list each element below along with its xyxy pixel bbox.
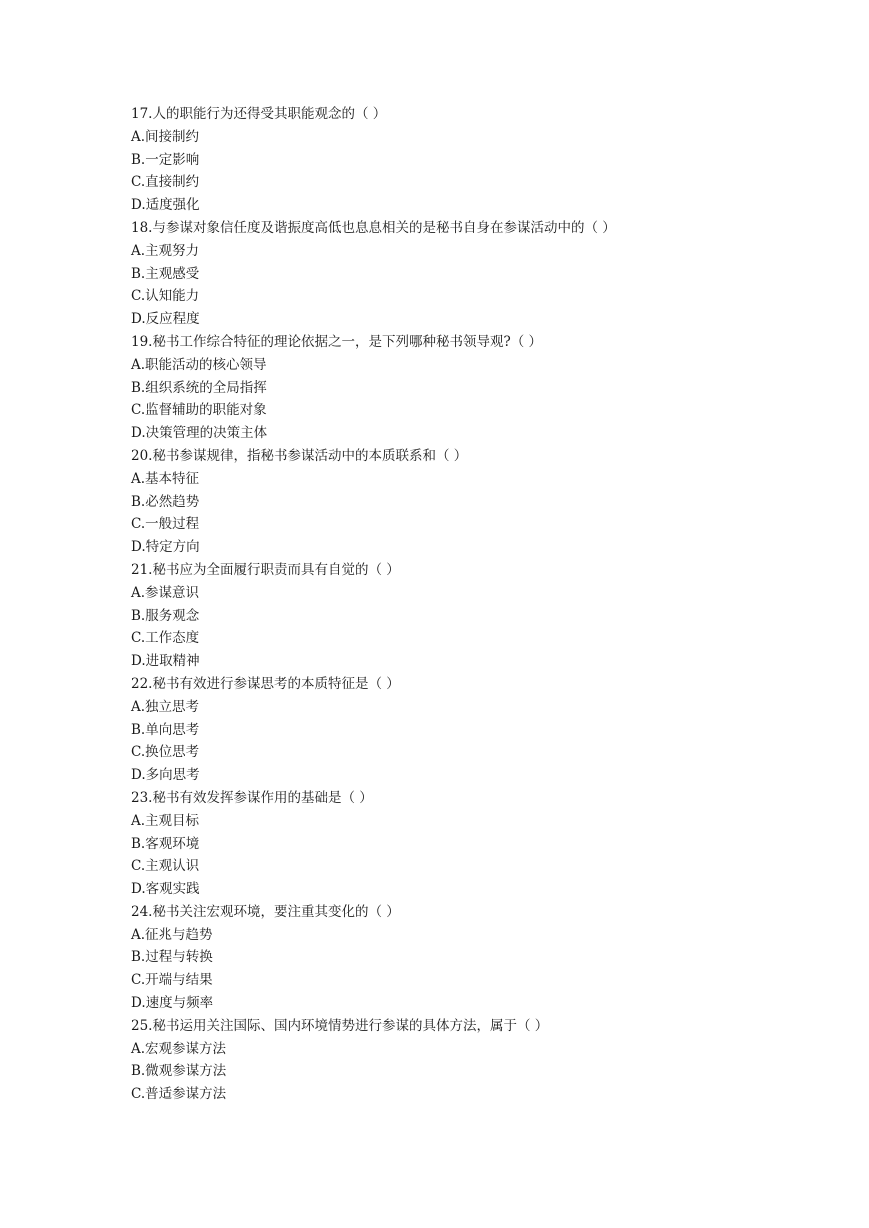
question-20: [131, 445, 831, 559]
option-b: B.客观环境: [131, 835, 200, 852]
question-stem: 17.人的职能行为还得受其职能观念的（ ）: [131, 106, 387, 122]
option-a: A.主观目标: [131, 812, 200, 829]
question-23: [131, 787, 831, 901]
option-b: B.主观感受: [131, 265, 200, 282]
option-b: B.单向思考: [131, 721, 200, 738]
question-22: [131, 673, 831, 787]
option-a: A.征兆与趋势: [131, 926, 213, 943]
option-d: D.特定方向: [131, 539, 200, 556]
option-b: B.过程与转换: [131, 949, 213, 966]
option-a: A.独立思考: [131, 698, 200, 715]
option-b: B.服务观念: [131, 607, 200, 624]
option-c: C.一般过程: [131, 516, 200, 533]
question-stem: 24.秘书关注宏观环境，要注重其变化的（ ）: [131, 903, 400, 920]
option-d: D.多向思考: [131, 767, 200, 784]
option-a: A.间接制约: [131, 128, 200, 145]
option-a: A.基本特征: [131, 470, 200, 487]
option-d: D.决策管理的决策主体: [131, 425, 268, 442]
option-c: C.普适参谋方法: [131, 1086, 227, 1103]
option-b: B.一定影响: [131, 151, 200, 168]
question-18: [131, 217, 831, 331]
option-b: B.微观参谋方法: [131, 1063, 227, 1080]
option-d: D.客观实践: [131, 881, 200, 898]
question-list: [131, 103, 831, 1106]
option-c: C.换位思考: [131, 744, 200, 761]
option-d: D.反应程度: [131, 311, 200, 328]
question-19: [131, 331, 831, 445]
question-stem: 20.秘书参谋规律，指秘书参谋活动中的本质联系和（ ）: [131, 447, 468, 464]
option-c: C.监督辅助的职能对象: [131, 402, 267, 419]
option-c: C.直接制约: [131, 174, 200, 191]
question-stem: 23.秘书有效发挥参谋作用的基础是（ ）: [131, 789, 373, 806]
option-d: D.进取精神: [131, 653, 200, 670]
option-b: B.必然趋势: [131, 493, 200, 510]
question-25: [131, 1015, 831, 1106]
option-a: A.职能活动的核心领导: [131, 356, 267, 373]
question-stem: 18.与参谋对象信任度及谐振度高低也息息相关的是秘书自身在参谋活动中的（ ）: [131, 219, 616, 236]
option-a: A.宏观参谋方法: [131, 1040, 227, 1057]
question-stem: 21.秘书应为全面履行职责而具有自觉的（ ）: [131, 561, 400, 578]
option-c: C.工作态度: [131, 630, 200, 647]
option-a: A.主观努力: [131, 242, 200, 259]
question-stem: 25.秘书运用关注国际、国内环境情势进行参谋的具体方法，属于（ ）: [131, 1017, 549, 1034]
option-c: C.认知能力: [131, 288, 200, 305]
question-17: [131, 103, 831, 217]
option-a: A.参谋意识: [131, 584, 200, 601]
option-d: D.适度强化: [131, 197, 200, 214]
question-stem: 19.秘书工作综合特征的理论依据之一，是下列哪种秘书领导观?（ ）: [131, 333, 542, 350]
option-c: C.开端与结果: [131, 972, 213, 989]
option-d: D.速度与频率: [131, 995, 214, 1012]
option-b: B.组织系统的全局指挥: [131, 379, 267, 396]
question-stem: 22.秘书有效进行参谋思考的本质特征是（ ）: [131, 675, 400, 692]
question-21: [131, 559, 831, 673]
question-24: [131, 901, 831, 1015]
option-c: C.主观认识: [131, 858, 200, 875]
